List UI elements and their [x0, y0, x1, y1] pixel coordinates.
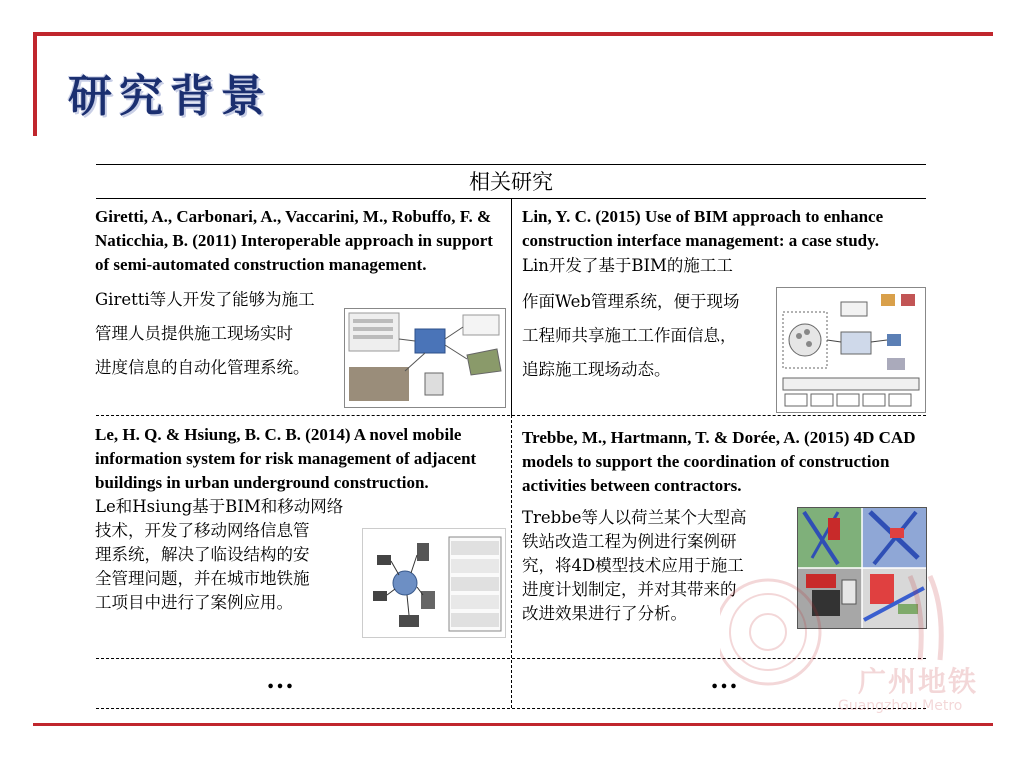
study-summary-line: 技术，开发了移动网络信息管	[95, 521, 310, 540]
study-summary-line: Trebbe等人以荷兰某个大型高	[522, 508, 747, 527]
study-summary-line: Le和Hsiung基于BIM和移动网络	[95, 497, 344, 516]
column-divider-bottom	[511, 415, 512, 708]
study-citation: Giretti, A., Carbonari, A., Vaccarini, M., Robuffo, F. & Naticchia, B. (2011) Interoperable approach in support of semi-automated construction management.	[95, 207, 493, 274]
left-red-rule	[33, 32, 37, 136]
study-summary-line: 究，将4D模型技术应用于施工	[522, 556, 744, 575]
system-diagram-thumbnail	[344, 308, 506, 408]
table-top-rule	[96, 164, 926, 165]
study-summary-line: 进度信息的自动化管理系统。	[95, 358, 310, 377]
column-divider-top	[511, 198, 512, 415]
study-summary-line: 追踪施工现场动态。	[522, 360, 671, 379]
guangzhou-metro-watermark	[720, 570, 1000, 720]
top-red-rule	[33, 32, 993, 36]
web-system-architecture-thumbnail	[776, 287, 926, 413]
study-summary-line: 改进效果进行了分析。	[522, 604, 687, 623]
bottom-red-rule	[33, 723, 993, 726]
study-citation: Le, H. Q. & Hsiung, B. C. B. (2014) A novel mobile information system for risk management of adjacent buildings in urban underground construction.	[95, 425, 477, 492]
study-summary-line: 工程师共享施工工作面信息，	[522, 326, 737, 345]
study-summary-line: 作面Web管理系统，便于现场	[522, 292, 740, 311]
study-citation: Trebbe, M., Hartmann, T. & Dorée, A. (2015) 4D CAD models to support the coordination of construction activities between contractors.	[522, 428, 916, 495]
study-summary-line: 理系统，解决了临设结构的安	[95, 545, 310, 564]
study-summary-line: 铁站改造工程为例进行案例研	[522, 532, 737, 551]
study-summary-line: 管理人员提供施工现场实时	[95, 324, 293, 343]
mobile-information-system-thumbnail	[362, 528, 506, 638]
study-citation: Lin, Y. C. (2015) Use of BIM approach to enhance construction interface management: a case study.	[522, 207, 884, 250]
slide-title: 研究背景	[68, 71, 272, 122]
study-summary-line: Giretti等人开发了能够为施工	[95, 290, 315, 309]
more-studies-ellipsis-right: …	[710, 664, 740, 695]
study-summary-line: 工项目中进行了案例应用。	[95, 593, 293, 612]
watermark-name-en: Guangzhou Metro	[838, 698, 963, 714]
more-studies-ellipsis-left: …	[266, 664, 296, 695]
study-summary-line: Lin开发了基于BIM的施工工	[522, 256, 733, 275]
table-header: 相关研究	[469, 170, 553, 194]
study-summary-line: 全管理问题，并在城市地铁施	[95, 569, 310, 588]
watermark-name: 广州地铁	[858, 665, 979, 698]
study-summary-line: 进度计划制定，并对其带来的	[522, 580, 737, 599]
